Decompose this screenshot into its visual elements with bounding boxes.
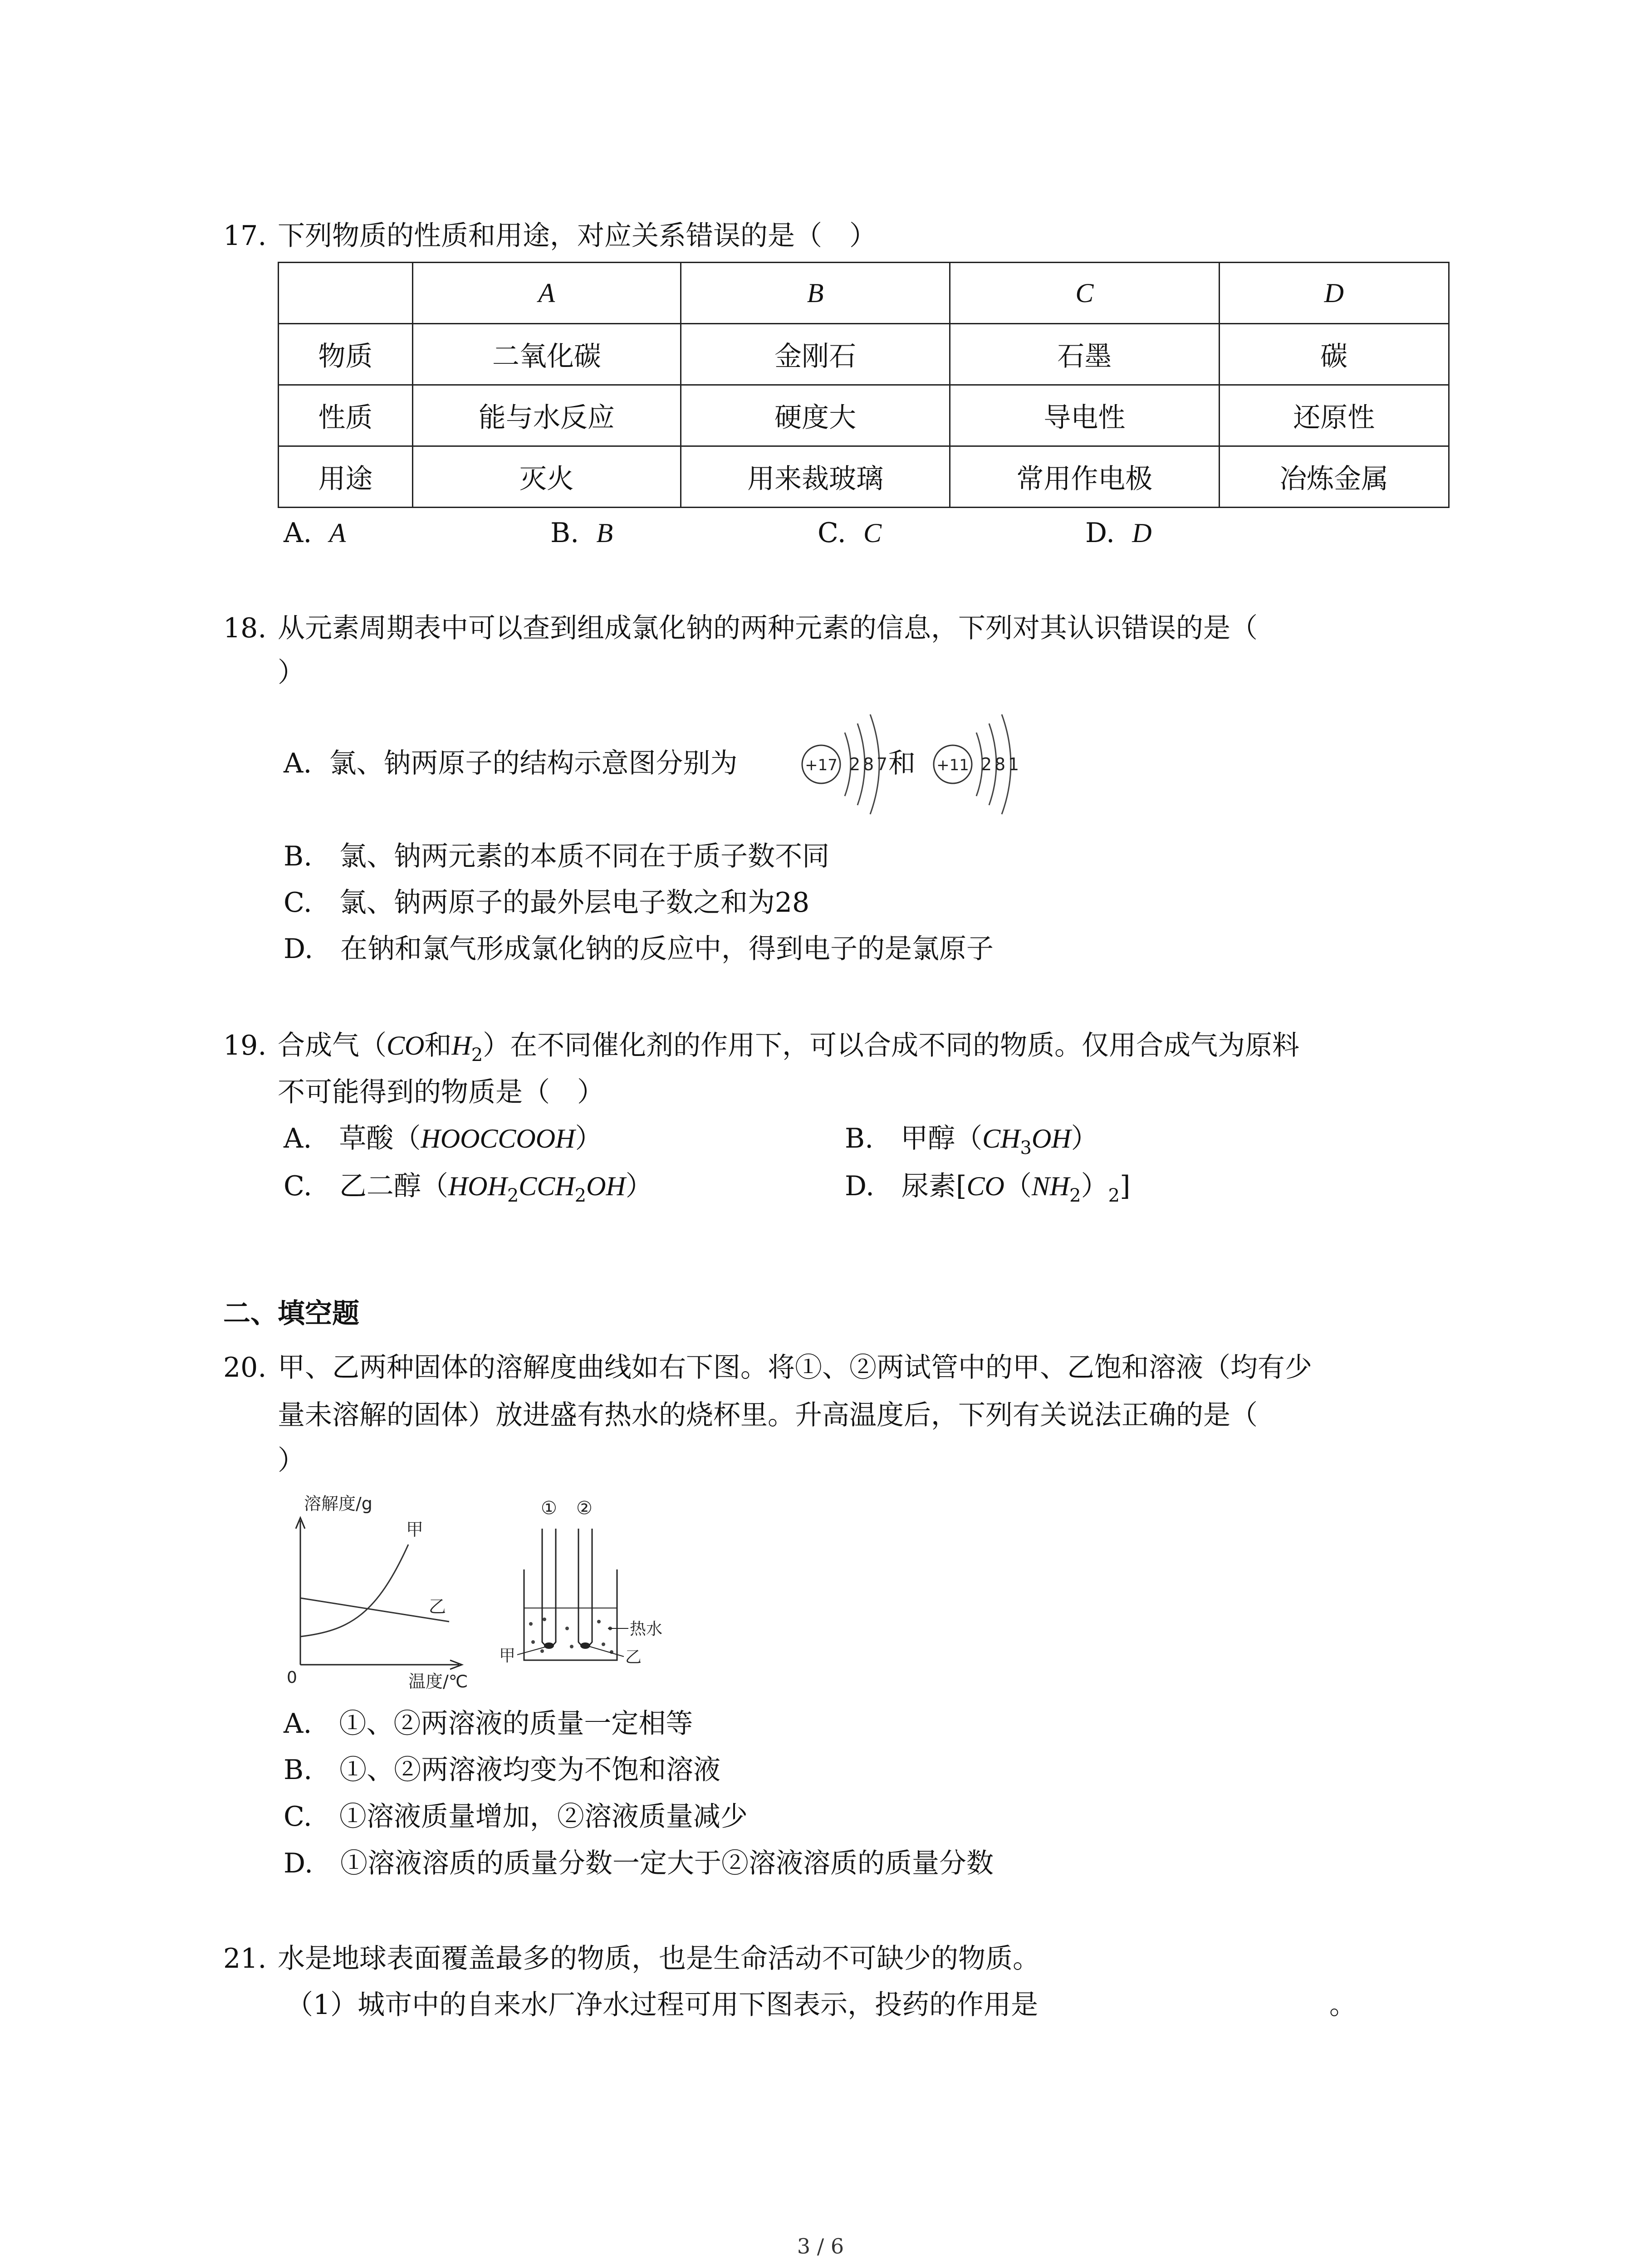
q20-option-a: A. ①、②两溶液的质量一定相等: [284, 1708, 693, 1740]
q19-stem-line2: 不可能得到的物质是（ ）: [278, 1076, 604, 1108]
q20-number: 20.: [223, 1352, 267, 1383]
q18-stem: 从元素周期表中可以查到组成氯化钠的两种元素的信息，下列对其认识错误的是（: [278, 612, 1258, 644]
tube-label-1: ①: [541, 1498, 557, 1519]
q20-option-d: D. ①溶液溶质的质量分数一定大于②溶液溶质的质量分数: [284, 1848, 994, 1879]
q17-number: 17.: [223, 220, 267, 252]
q17-option-a: A. A: [284, 517, 346, 549]
table-cell: 物质: [279, 324, 413, 385]
table-cell: 硬度大: [681, 385, 950, 446]
q18-and: 和: [888, 748, 916, 779]
table-cell: 常用作电极: [950, 446, 1219, 508]
q19-option-b: B. 甲醇$(CH_3OH)$: [845, 1123, 1098, 1158]
graph-xlabel: 温度/℃: [408, 1672, 468, 1691]
na-nucleus-label: +11: [936, 756, 969, 774]
table-cell: 金刚石: [681, 324, 950, 385]
q20-option-b: B. ①、②两溶液均变为不饱和溶液: [284, 1754, 721, 1786]
table-row: [279, 385, 1449, 446]
na-shell-electrons: 1: [1008, 754, 1019, 774]
table-row: [279, 324, 1449, 385]
table-cell: 冶炼金属: [1219, 446, 1449, 508]
beaker-label-yi: 乙: [625, 1648, 642, 1667]
q17-option-d: D. D: [1085, 517, 1152, 549]
table-cell: 石墨: [950, 324, 1219, 385]
tube-label-2: ②: [576, 1498, 593, 1519]
table-cell: 灭火: [412, 446, 681, 508]
q21-stem: 水是地球表面覆盖最多的物质，也是生命活动不可缺少的物质。: [278, 1943, 1040, 1975]
cl-shell-electrons: 2: [849, 754, 861, 774]
properties-table: [278, 262, 1450, 508]
solubility-curve-graph: [272, 1492, 490, 1692]
table-header-cell: A: [412, 263, 681, 324]
curve-label-yi: 乙: [429, 1597, 446, 1617]
table-cell: 用来裁玻璃: [681, 446, 950, 508]
q20-option-c: C. ①溶液质量增加，②溶液质量减少: [284, 1801, 748, 1833]
cl-shell-electrons: 8: [863, 754, 874, 774]
q20-stem-line1: 甲、乙两种固体的溶解度曲线如右下图。将①、②两试管中的甲、乙饱和溶液（均有少: [278, 1352, 1312, 1383]
q21-subquestion-1: （1）城市中的自来水厂净水过程可用下图表示，投药的作用是: [286, 1989, 1038, 2021]
cl-nucleus-label: +17: [805, 756, 838, 774]
q18-option-d: D. 在钠和氯气形成氯化钠的反应中，得到电子的是氯原子: [284, 933, 994, 965]
na-shell-electrons: 2: [981, 754, 992, 774]
q20-stem-line2: 量未溶解的固体）放进盛有热水的烧杯里。升高温度后，下列有关说法正确的是（: [278, 1399, 1258, 1431]
cl-shell-electrons: 7: [877, 754, 888, 774]
q17-option-c: C. C: [818, 517, 882, 549]
section-heading: 二、填空题: [223, 1298, 359, 1330]
q19-option-a: A. 草酸（HOOCCOOH）: [284, 1123, 603, 1154]
table-cell: 二氧化碳: [412, 324, 681, 385]
sodium-atom-diagram: [921, 699, 1053, 830]
hot-water-label: 热水: [630, 1620, 663, 1638]
table-header-row: [279, 263, 1449, 324]
curve-label-jia: 甲: [406, 1520, 424, 1540]
table-header-cell: D: [1219, 263, 1449, 324]
table-header-cell: B: [681, 263, 950, 324]
table-cell: 碳: [1219, 324, 1449, 385]
q17-option-b: B. B: [550, 517, 613, 549]
q21-number: 21.: [223, 1943, 267, 1975]
q17-stem: 下列物质的性质和用途，对应关系错误的是（ ）: [278, 220, 877, 252]
table-cell: 用途: [279, 446, 413, 508]
beaker-label-jia: 甲: [499, 1647, 516, 1665]
q18-stem-close: ）: [278, 657, 305, 689]
q19-option-d: D. 尿素$[CO(NH_2)_2]$: [845, 1170, 1131, 1206]
graph-ylabel: 溶解度/g: [304, 1494, 372, 1514]
beaker-test-tube-diagram: [499, 1492, 708, 1692]
table-cell: 能与水反应: [412, 385, 681, 446]
q18-number: 18.: [223, 612, 267, 644]
table-cell: 还原性: [1219, 385, 1449, 446]
table-header-cell: [279, 263, 413, 324]
q19-option-c: C. 乙二醇$(HOH_2CCH_2OH)$: [284, 1170, 653, 1206]
q19-stem: 合成气（CO和$H_2$）在不同催化剂的作用下，可以合成不同的物质。仅用合成气为原料: [278, 1030, 1300, 1066]
page-number: 3 / 6: [797, 2234, 844, 2258]
na-shell-electrons: 8: [994, 754, 1006, 774]
q18-option-b: B. 氯、钠两元素的本质不同在于质子数不同: [284, 841, 830, 872]
table-cell: 导电性: [950, 385, 1219, 446]
table-row: [279, 446, 1449, 508]
q18-option-a: A. 氯、钠两原子的结构示意图分别为: [284, 748, 738, 779]
q20-stem-line3: ）: [278, 1445, 305, 1476]
graph-origin: 0: [287, 1668, 297, 1687]
table-header-cell: C: [950, 263, 1219, 324]
q18-option-c: C. 氯、钠两原子的最外层电子数之和为28: [284, 887, 810, 919]
q19-number: 19.: [223, 1030, 267, 1061]
q21-subquestion-1-end: 。: [1329, 1989, 1357, 2021]
table-cell: 性质: [279, 385, 413, 446]
